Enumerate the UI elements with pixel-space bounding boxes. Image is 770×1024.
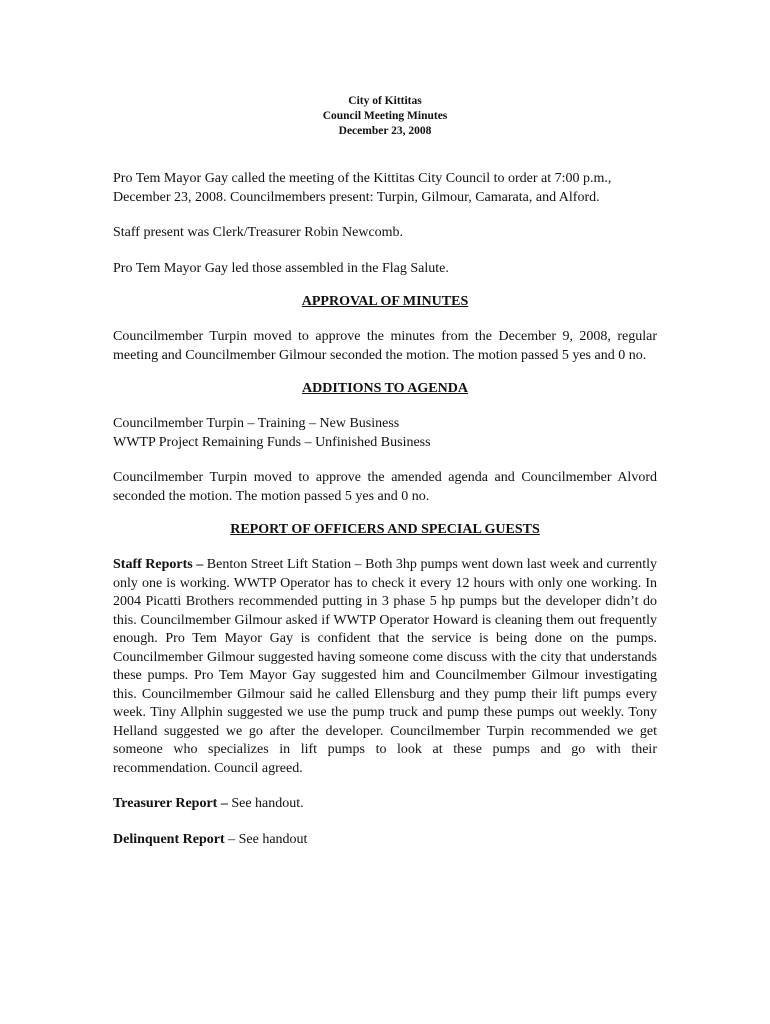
document-page xyxy=(113,94,657,849)
delinquent-report-text: – See handout xyxy=(228,831,308,847)
delinquent-report-label: Delinquent Report xyxy=(113,831,225,847)
staff-reports-paragraph xyxy=(113,556,657,778)
agenda-addition-item: WWTP Project Remaining Funds – Unfinished Business xyxy=(113,434,431,450)
additions-to-agenda-heading: ADDITIONS TO AGENDA xyxy=(302,381,468,396)
document-title: Council Meeting Minutes xyxy=(322,110,448,122)
meeting-date: December 23, 2008 xyxy=(338,125,432,137)
call-to-order-paragraph: Pro Tem Mayor Gay called the meeting of the Kittitas City Council to order at 7:00 p.m., December 23, 2008. Councilmembers present: Turpin, Gilmour, Camarata, and Alford. xyxy=(113,171,612,205)
staff-present-paragraph: Staff present was Clerk/Treasurer Robin Newcomb. xyxy=(113,225,404,240)
delinquent-report-paragraph xyxy=(113,831,657,850)
agenda-motion-paragraph: Councilmember Turpin moved to approve the amended agenda and Councilmember Alvord seconded the motion. The motion passed 5 yes and 0 no. xyxy=(113,470,657,504)
document-header xyxy=(113,94,657,139)
report-heading: REPORT OF OFFICERS AND SPECIAL GUESTS xyxy=(230,522,540,537)
treasurer-report-label: Treasurer Report – xyxy=(113,796,228,811)
agenda-addition-item: Councilmember Turpin – Training – New Business xyxy=(113,416,400,431)
staff-reports-label: Staff Reports – xyxy=(113,557,204,572)
city-name: City of Kittitas xyxy=(348,95,422,107)
treasurer-report-text: See handout. xyxy=(231,796,304,811)
flag-salute-paragraph: Pro Tem Mayor Gay led those assembled in the Flag Salute. xyxy=(113,260,449,276)
approval-motion-paragraph: Councilmember Turpin moved to approve the minutes from the December 9, 2008, regular meeting and Councilmember Gilmour seconded the motion. The motion passed 5 yes and 0 no. xyxy=(113,329,657,363)
treasurer-report-paragraph xyxy=(113,795,657,814)
approval-of-minutes-heading: APPROVAL OF MINUTES xyxy=(301,294,469,309)
staff-reports-text: Benton Street Lift Station – Both 3hp pumps went down last week and currently only one is working. WWTP Operator has to check it every 12 hours with only one working. In 2004 Picatti Brothers recommended putting in 3 phase 5 hp pumps but the developer didn’t do this. Councilmember Gilmour asked if WWTP Operator Howard is cleaning them out frequently enough. Pro Tem Mayor Gay is confident that the service is being done on the pumps. Councilmember Gilmour suggested having someone come discuss with the city that understands these pumps. Pro Tem Mayor Gay suggested him and Councilmember Gilmour investigating this. Councilmember Gilmour said he called Ellensburg and they pump their lift pumps every week. Tiny Allphin suggested we use the pump truck and pump these pumps out weekly. Tony Helland suggested we go after the developer. Councilmember Turpin recommended we get someone who specializes in lift pumps to look at these pumps and go with their recommendation. Council agreed. xyxy=(113,557,657,776)
